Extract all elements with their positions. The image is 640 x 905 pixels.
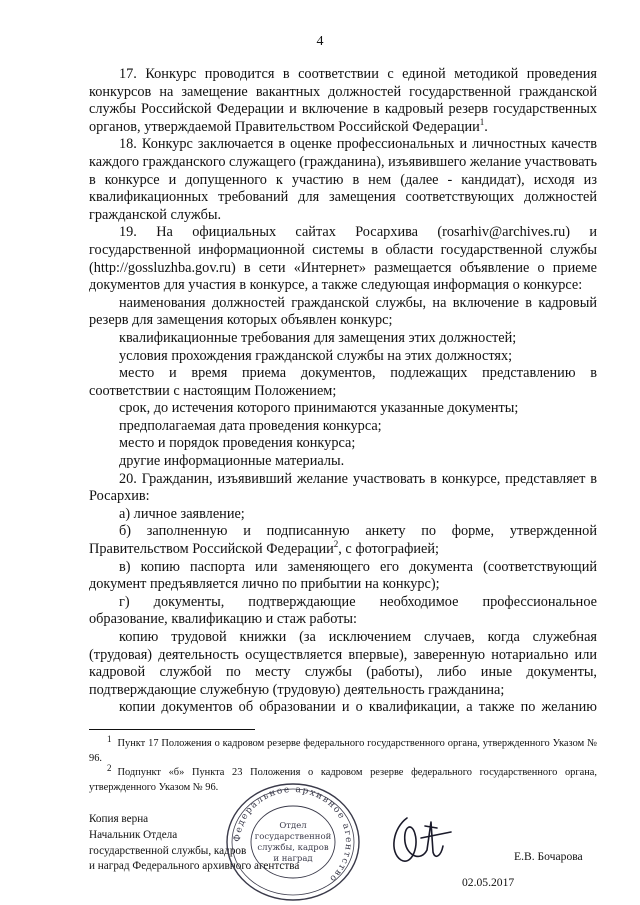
list-item: а) личное заявление;: [119, 505, 245, 522]
list-item: копии документов об образовании и о квалификации, а также по желанию: [119, 699, 597, 716]
list-item: копию трудовой книжки (за исключением случаев, когда служебная (трудовая) деятельность осуществляется впервые), заверенную нотариально или кадровой службой по месту службы (работы), либо иные документы, подтверждающие служебную (трудовую) деятельность гражданина;: [89, 629, 597, 698]
seal-center-text: Отдел: [279, 821, 307, 831]
page-number: 4: [316, 34, 324, 49]
footnote-ref-1: 1: [479, 117, 485, 128]
signer-name: Е.В. Бочарова: [514, 850, 583, 863]
list-item: наименования должностей гражданской службы, на включение в кадровый резерв для замещения которых объявлен конкурс;: [89, 294, 597, 329]
paragraph-19: 19. На официальных сайтах Росархива (rosarhiv@archives.ru) и государственной информационной системы в области государственной службы (http://gossluzhba.gov.ru) в сети «Интернет» размещается объявление о приеме документов для участия в конкурсе, а также следующая информация о конкурсе:: [89, 224, 597, 294]
paragraph-18: 18. Конкурс заключается в оценке профессиональных и личностных качеств каждого гражданского служащего (гражданина), изъявившего желание участвовать в конкурсе и допущенного к участию в нем (далее - кандидат), исходя из квалификационных требований для замещения соответствующих должностей гражданской службы.: [89, 136, 598, 223]
seal-center-text: службы, кадров: [257, 843, 329, 853]
list-item: в) копию паспорта или заменяющего его документа (соответствующий документ предъявляется лично по прибытии на конкурс);: [89, 558, 597, 593]
seal-ring-text: Федеральное архивное агентство: [232, 784, 354, 885]
certification-line: и наград Федерального архивного агентства: [89, 860, 300, 873]
document-date: 02.05.2017: [462, 876, 515, 889]
list-item: г) документы, подтверждающие необходимое профессиональное образование, квалификацию и стаж работы:: [89, 593, 597, 628]
footnote-1: 1 Пункт 17 Положения о кадровом резерве федерального государственного органа, утвержденного Указом № 96.: [89, 733, 597, 764]
list-item: б) заполненную и подписанную анкету по форме, утвержденной Правительством Российской Федерации$^2$, с фотографией;: [89, 523, 597, 558]
paragraph-20: 20. Гражданин, изъявивший желание участвовать в конкурсе, представляет в Росархив:: [89, 470, 597, 505]
seal-center-text: и наград: [273, 854, 313, 864]
list-item: место и порядок проведения конкурса;: [119, 435, 356, 452]
list-item: предполагаемая дата проведения конкурса;: [119, 417, 382, 434]
handwritten-signature: [385, 808, 457, 872]
paragraph-17: 17. Конкурс проводится в соответствии с единой методикой проведения конкурсов на замещение вакантных должностей государственной гражданской службы Российской Федерации и включение в кадровый резерв государственных органов, утверждаемой Правительством Российской Федерации$^1$.: [89, 66, 597, 135]
official-seal: [222, 782, 364, 902]
list-item: квалификационные требования для замещения этих должностей;: [119, 329, 517, 346]
certification-line: государственной службы, кадров: [89, 844, 247, 857]
footnote-2: 2 Подпункт «б» Пункта 23 Положения о кадровом резерве федерального государственного органа, утвержденного Указом № 96.: [89, 762, 597, 793]
list-item: условия прохождения гражданской службы на этих должностях;: [119, 347, 513, 364]
list-item: место и время приема документов, подлежащих представлению в соответствии с настоящим Положением;: [89, 365, 597, 399]
footnote-separator: [89, 729, 255, 730]
certification-line: Начальник Отдела: [89, 828, 178, 841]
certification-line: Копия верна: [89, 813, 149, 825]
list-item: срок, до истечения которого принимаются указанные документы;: [119, 400, 519, 417]
document-body: [89, 66, 597, 717]
list-item: другие информационные материалы.: [119, 453, 345, 470]
footnote-ref-2: 2: [333, 539, 339, 550]
seal-center-text: государственной: [254, 832, 332, 842]
